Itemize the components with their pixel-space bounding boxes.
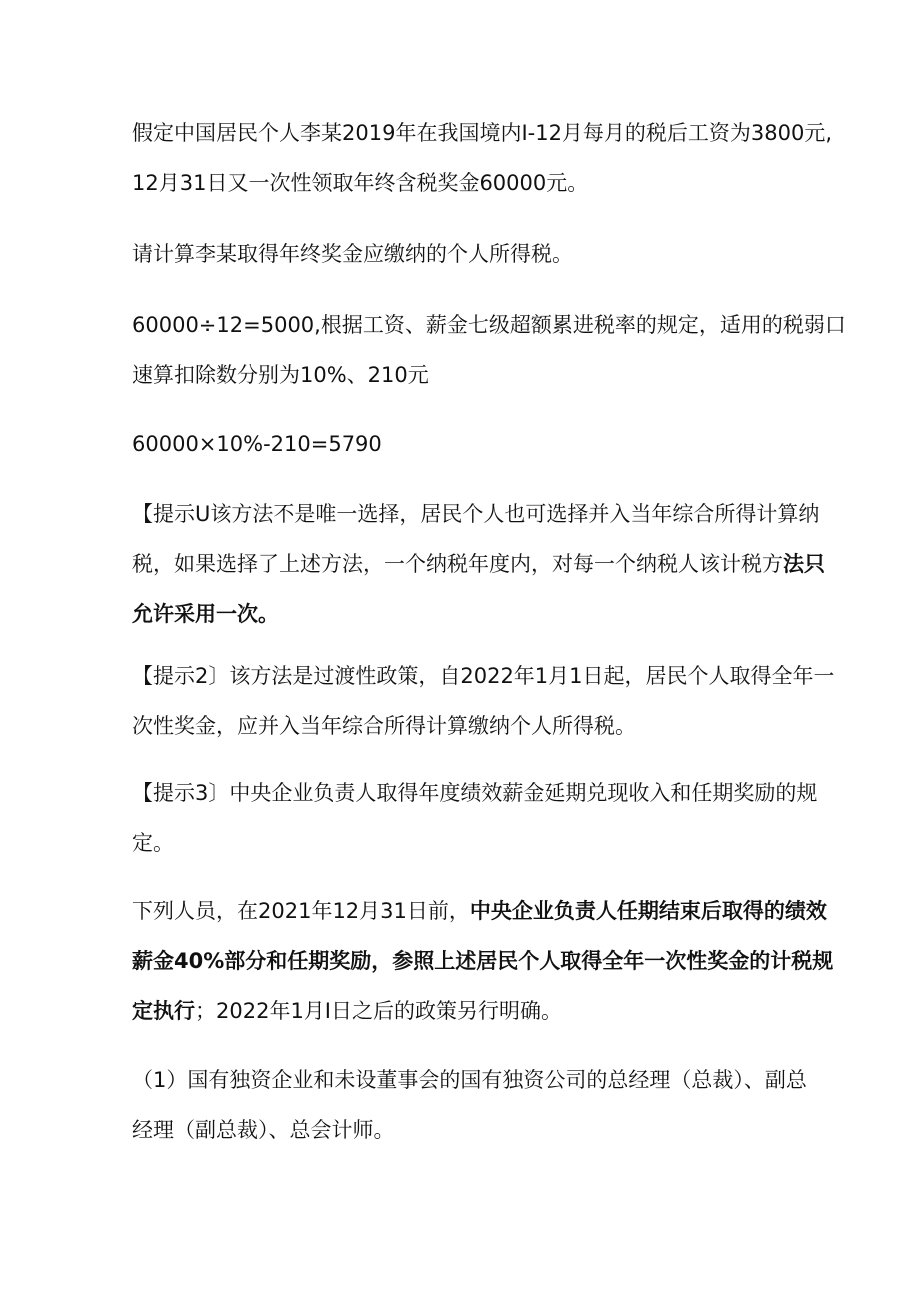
text-segment: 税，如果选择了上述方法，一个纳税年度内，对每一个纳税人该计税方 — [132, 552, 783, 576]
paragraph-question — [132, 229, 797, 279]
bold-text-line: 薪金40%部分和任期奖励，参照上述居民个人取得全年一次性奖金的计税规 — [132, 949, 834, 973]
text-line: 经理（副总裁）、总会计师。 — [132, 1118, 395, 1142]
paragraph-tip-3 — [132, 768, 818, 868]
text-line: 12月31日又一次性领取年终含税奖金60000元。 — [132, 171, 589, 195]
text-segment: 下列人员，在2021年12月31日前， — [132, 899, 470, 923]
paragraph-scenario — [132, 108, 833, 208]
paragraph-tip-1 — [132, 489, 825, 639]
text-line: 假定中国居民个人李某2019年在我国境内I-12月每月的税后工资为3800元, — [132, 121, 833, 145]
text-line: 60000÷12=5000,根据工资、薪金七级超额累进税率的规定，适用的税弱口 — [132, 313, 846, 337]
bold-text-line: 允许采用一次。 — [132, 602, 279, 626]
text-segment: ；2022年1月I日之后的政策另行明确。 — [195, 999, 562, 1023]
bold-text-segment: 法只 — [783, 552, 825, 576]
text-line: 【提示2〕该方法是过渡性政策，自2022年1月1日起，居民个人取得全年一 — [132, 664, 835, 688]
paragraph-formula — [132, 419, 797, 469]
paragraph-list-item-1 — [132, 1055, 807, 1155]
text-line: 次性奖金，应并入当年综合所得计算缴纳个人所得税。 — [132, 714, 636, 738]
text-line: （1）国有独资企业和未设董事会的国有独资公司的总经理（总裁）、副总 — [132, 1068, 807, 1092]
paragraph-applicable-persons — [132, 886, 834, 1036]
text-line: 60000×10%-210=5790 — [132, 432, 382, 456]
paragraph-calculation-basis — [132, 300, 846, 400]
text-line: 速算扣除数分别为10%、210元 — [132, 363, 429, 387]
text-line: 定。 — [132, 831, 174, 855]
text-line: 【提示U该方法不是唯一选择，居民个人也可选择并入当年综合所得计算纳 — [132, 502, 820, 526]
text-line — [132, 886, 827, 936]
bold-text-segment: 中央企业负责人任期结束后取得的绩效 — [469, 899, 827, 923]
text-line — [132, 986, 797, 1036]
bold-text-segment: 定执行 — [132, 999, 195, 1023]
text-line: 【提示3〕中央企业负责人取得年度绩效薪金延期兑现收入和任期奖励的规 — [132, 781, 818, 805]
paragraph-tip-2 — [132, 651, 835, 751]
text-line: 请计算李某取得年终奖金应缴纳的个人所得税。 — [132, 242, 573, 266]
text-line — [132, 539, 825, 589]
